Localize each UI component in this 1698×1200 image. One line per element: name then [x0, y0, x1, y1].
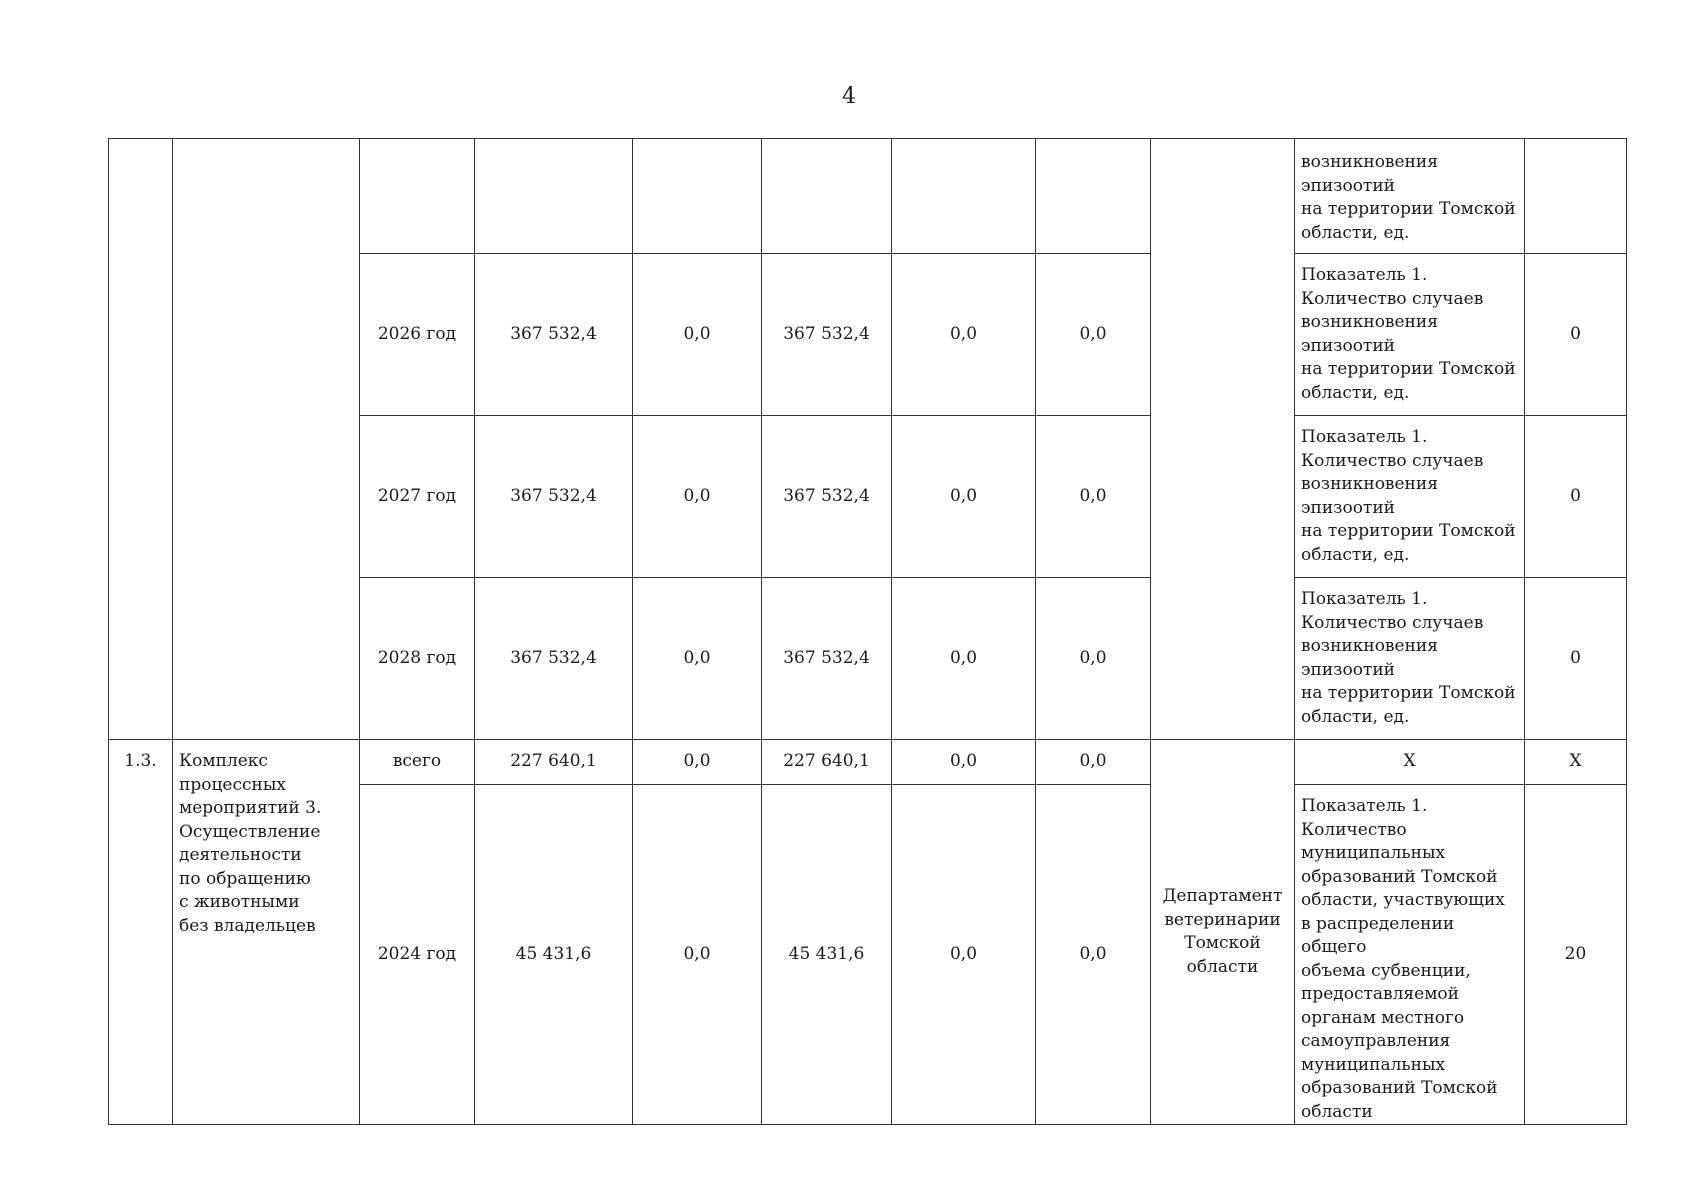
indicator-cell	[1295, 254, 1525, 416]
indicator-line: самоуправления	[1301, 1031, 1451, 1051]
indicator-line: муниципальных	[1301, 843, 1446, 863]
year-cell	[360, 139, 475, 254]
activity-name-line: без владельцев	[179, 915, 316, 936]
indicator-line: Показатель 1.	[1301, 589, 1428, 609]
indicator-line: эпизоотий	[1301, 659, 1395, 680]
other-cell: 0,0	[1036, 254, 1151, 416]
local-cell: 0,0	[892, 578, 1036, 740]
local-cell: 0,0	[892, 740, 1036, 785]
indicator-line: на территории Томской	[1301, 199, 1516, 219]
activity-name	[173, 740, 360, 1125]
indicator-line: эпизоотий	[1301, 175, 1395, 196]
regional-cell: 227 640,1	[762, 740, 892, 785]
activity-name-line: Комплекс	[179, 751, 268, 771]
regional-cell: 367 532,4	[762, 254, 892, 416]
other-cell: 0,0	[1036, 740, 1151, 785]
total-cell: 367 532,4	[475, 416, 633, 578]
activity-name-line: процессных	[179, 774, 286, 795]
indicator-line: образований Томской	[1301, 866, 1498, 887]
indicator-line: муниципальных	[1301, 1054, 1446, 1075]
total-cell: 227 640,1	[475, 740, 633, 785]
indicator-line: органам местного	[1301, 1007, 1465, 1028]
indicator-line: предоставляемой	[1301, 984, 1459, 1004]
regional-cell: 367 532,4	[762, 416, 892, 578]
indicator-line: Количество случаев	[1301, 612, 1484, 633]
year-cell: 2024 год	[360, 785, 475, 1125]
indicator-line: возникновения	[1301, 474, 1438, 494]
other-cell: 0,0	[1036, 785, 1151, 1125]
federal-cell: 0,0	[633, 254, 762, 416]
indicator-cell	[1295, 139, 1525, 254]
indicator-cell: Х	[1295, 740, 1525, 785]
indicator-line: Показатель 1.	[1301, 265, 1428, 285]
indicator-line: Количество	[1301, 819, 1407, 840]
other-cell	[1036, 139, 1151, 254]
activity-name-line: мероприятий 3.	[179, 798, 322, 818]
indicator-cell	[1295, 785, 1525, 1125]
indicator-line: Количество случаев	[1301, 288, 1484, 309]
federal-cell: 0,0	[633, 785, 762, 1125]
name-cell-empty	[173, 139, 360, 740]
indicator-line: в распределении общего	[1301, 913, 1455, 957]
row-index: 1.3.	[109, 740, 173, 1125]
indicator-line: области	[1301, 1101, 1373, 1122]
indicator-line: области, ед.	[1301, 544, 1410, 565]
federal-cell: 0,0	[633, 578, 762, 740]
indicator-line: Показатель 1.	[1301, 796, 1428, 816]
activity-name-line: Осуществление	[179, 821, 321, 842]
indicator-line: области, ед.	[1301, 706, 1410, 727]
indicator-cell	[1295, 578, 1525, 740]
indicator-line: возникновения	[1301, 312, 1438, 332]
program-financing-table	[108, 138, 1627, 1125]
indicator-line: объема субвенции,	[1301, 960, 1471, 981]
total-cell: 45 431,6	[475, 785, 633, 1125]
table-row	[109, 740, 1627, 785]
responsible-cell-empty	[1151, 139, 1295, 740]
federal-cell: 0,0	[633, 416, 762, 578]
local-cell: 0,0	[892, 254, 1036, 416]
indicator-line: образований Томской	[1301, 1078, 1498, 1098]
regional-cell: 367 532,4	[762, 578, 892, 740]
federal-cell	[633, 139, 762, 254]
indicator-line: эпизоотий	[1301, 335, 1395, 356]
indicator-line: на территории Томской	[1301, 683, 1516, 703]
responsible-line: ветеринарии	[1164, 909, 1281, 930]
local-cell: 0,0	[892, 416, 1036, 578]
indicator-line: на территории Томской	[1301, 521, 1516, 541]
regional-cell: 45 431,6	[762, 785, 892, 1125]
other-cell: 0,0	[1036, 578, 1151, 740]
activity-name-line: деятельности	[179, 845, 302, 865]
indicator-line: возникновения	[1301, 152, 1438, 172]
local-cell	[892, 139, 1036, 254]
federal-cell: 0,0	[633, 740, 762, 785]
responsible-line: Томской	[1184, 933, 1261, 953]
indicator-line: на территории Томской	[1301, 359, 1516, 379]
other-cell: 0,0	[1036, 416, 1151, 578]
index-cell-empty	[109, 139, 173, 740]
indicator-line: области, ед.	[1301, 382, 1410, 403]
table-row	[109, 139, 1627, 254]
local-cell: 0,0	[892, 785, 1036, 1125]
indicator-cell	[1295, 416, 1525, 578]
year-cell: 2027 год	[360, 416, 475, 578]
activity-name-line: с животными	[179, 892, 300, 912]
indicator-line: возникновения	[1301, 636, 1438, 656]
year-cell: 2028 год	[360, 578, 475, 740]
regional-cell	[762, 139, 892, 254]
indicator-line: Количество случаев	[1301, 450, 1484, 471]
total-cell	[475, 139, 633, 254]
total-cell: 367 532,4	[475, 254, 633, 416]
year-cell: 2026 год	[360, 254, 475, 416]
indicator-value-cell: 0	[1525, 416, 1627, 578]
indicator-line: Показатель 1.	[1301, 427, 1428, 447]
year-cell: всего	[360, 740, 475, 785]
indicator-value-cell	[1525, 139, 1627, 254]
indicator-value-cell: 20	[1525, 785, 1627, 1125]
indicator-value-cell: 0	[1525, 578, 1627, 740]
page-number: 4	[842, 84, 856, 109]
indicator-line: области, ед.	[1301, 222, 1410, 243]
responsible-line: Департамент	[1162, 886, 1283, 906]
indicator-value-cell: Х	[1525, 740, 1627, 785]
indicator-value-cell: 0	[1525, 254, 1627, 416]
activity-name-line: по обращению	[179, 868, 311, 889]
responsible-department	[1151, 740, 1295, 1125]
responsible-line: области	[1186, 956, 1259, 977]
indicator-line: области, участвующих	[1301, 890, 1505, 910]
total-cell: 367 532,4	[475, 578, 633, 740]
indicator-line: эпизоотий	[1301, 497, 1395, 518]
